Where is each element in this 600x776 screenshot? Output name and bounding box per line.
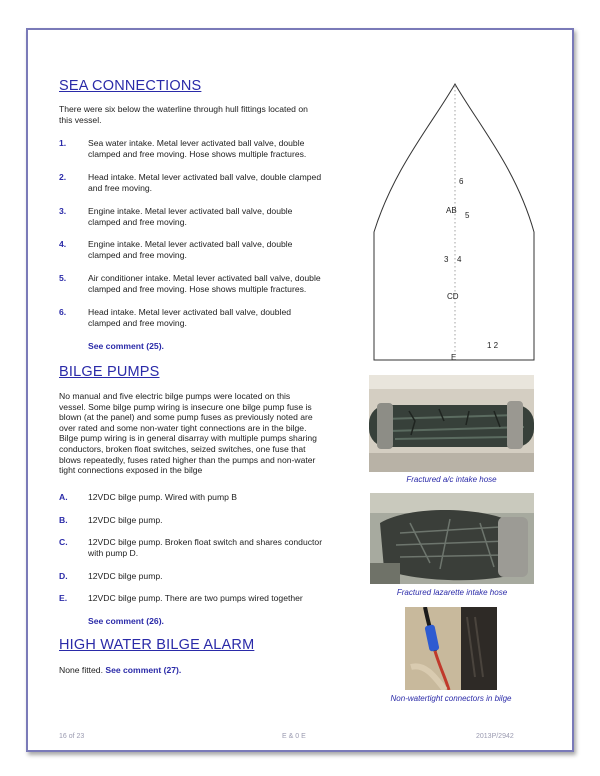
hull-fittings-diagram (370, 80, 538, 365)
item-text: Sea water intake. Metal lever activated ball valve, double (88, 138, 305, 148)
label-fitting-3: 3 (444, 255, 449, 264)
para-line: vessel. Some bilge pump wiring is insecure one bilge pump fuse is (59, 401, 312, 412)
para-line: No manual and five electric bilge pumps were located on this (59, 391, 291, 401)
label-fittings-1-2: 1 2 (487, 341, 499, 350)
para-line: conductors, broken float switches, seized switches, one fuse that (59, 443, 306, 454)
item-text: with pump D. (88, 547, 139, 558)
item-text: Head intake. Metal lever activated ball valve, doubled (88, 307, 292, 317)
label-fitting-6: 6 (459, 177, 464, 186)
item-text: Air conditioner intake. Metal lever activated ball valve, double (88, 273, 321, 283)
para-line: over rated and some non-water tight connections are in the bilge. (59, 422, 307, 433)
caption-photo-1: Fractured a/c intake hose (406, 475, 497, 484)
item-text: clamped and free moving. Hose shows multiple fractures. (88, 148, 307, 159)
label-fitting-5: 5 (465, 211, 470, 220)
intro-line: There were six below the waterline through hull fittings located on (59, 104, 308, 114)
item-text: Engine intake. Metal lever activated ball valve, double (88, 206, 293, 216)
label-pump-ab: AB (446, 206, 457, 215)
item-text: 12VDC bilge pump. Broken float switch and shares conductor (88, 537, 323, 547)
item-text: clamped and free moving. (88, 317, 187, 328)
item-text: and free moving. (88, 182, 153, 193)
item-number: 1. (59, 138, 67, 148)
item-text: clamped and free moving. (88, 216, 187, 227)
hose-photo-image (369, 375, 534, 472)
item-letter: C. (59, 537, 68, 547)
photo-lazarette-intake-hose (370, 493, 534, 584)
item-text: Head intake. Metal lever activated ball valve, double clamped (88, 172, 322, 182)
bilge-pumps-heading: BILGE PUMPS (59, 364, 160, 380)
item-text: clamped and free moving. (88, 249, 187, 260)
label-pump-cd: CD (447, 292, 459, 301)
alarm-status: None fitted. (59, 665, 103, 675)
item-letter: A. (59, 492, 68, 502)
item-number: 6. (59, 307, 67, 317)
intro-line: this vessel. (59, 114, 102, 125)
item-number: 5. (59, 273, 67, 283)
see-comment-26: See comment (26). (88, 616, 164, 626)
footer-center: E & 0 E (282, 733, 306, 740)
footer-reference: 2013P/2942 (476, 733, 514, 740)
item-number: 2. (59, 172, 67, 182)
item-number: 4. (59, 239, 67, 249)
item-text: 12VDC bilge pump. (88, 571, 163, 581)
see-comment-25: See comment (25). (88, 341, 164, 351)
high-water-alarm-heading: HIGH WATER BILGE ALARM (59, 637, 255, 653)
connectors-photo-image (405, 607, 497, 690)
para-line: tight connections exposed in the bilge (59, 465, 203, 476)
para-line: blows repeatedly, fuses rated higher than the pumps and non-water (59, 454, 316, 465)
see-comment-27: See comment (27). (105, 665, 182, 675)
item-text: clamped and free moving. Hose shows multiple fractures. (88, 283, 307, 294)
photo-bilge-connectors (405, 607, 497, 690)
label-fitting-4: 4 (457, 255, 462, 264)
item-letter: D. (59, 571, 68, 581)
item-number: 3. (59, 206, 67, 216)
item-text: 12VDC bilge pump. Wired with pump B (88, 492, 238, 502)
para-line: blown (at the panel) and some pump fuses as previously noted are (59, 412, 313, 423)
item-text: Engine intake. Metal lever activated ball valve, double (88, 239, 293, 249)
caption-photo-3: Non-watertight connectors in bilge (390, 694, 512, 703)
caption-photo-2: Fractured lazarette intake hose (396, 588, 508, 597)
para-line: Bilge pump wiring is in general disarray with multiple pumps sharing (59, 433, 317, 444)
hull-outline (374, 84, 534, 360)
item-letter: E. (59, 593, 68, 603)
photo-ac-intake-hose (369, 375, 534, 472)
sea-connections-intro (59, 104, 359, 125)
bilge-pumps-paragraph (59, 391, 364, 476)
label-pump-e: E (451, 353, 457, 362)
high-water-alarm-text (59, 665, 181, 676)
item-letter: B. (59, 515, 68, 525)
hose-photo-image (370, 493, 534, 584)
sea-connections-heading: SEA CONNECTIONS (59, 78, 202, 94)
item-text: 12VDC bilge pump. (88, 515, 163, 525)
footer-page-number: 16 of 23 (59, 733, 85, 740)
item-text: 12VDC bilge pump. There are two pumps wired together (88, 593, 303, 603)
